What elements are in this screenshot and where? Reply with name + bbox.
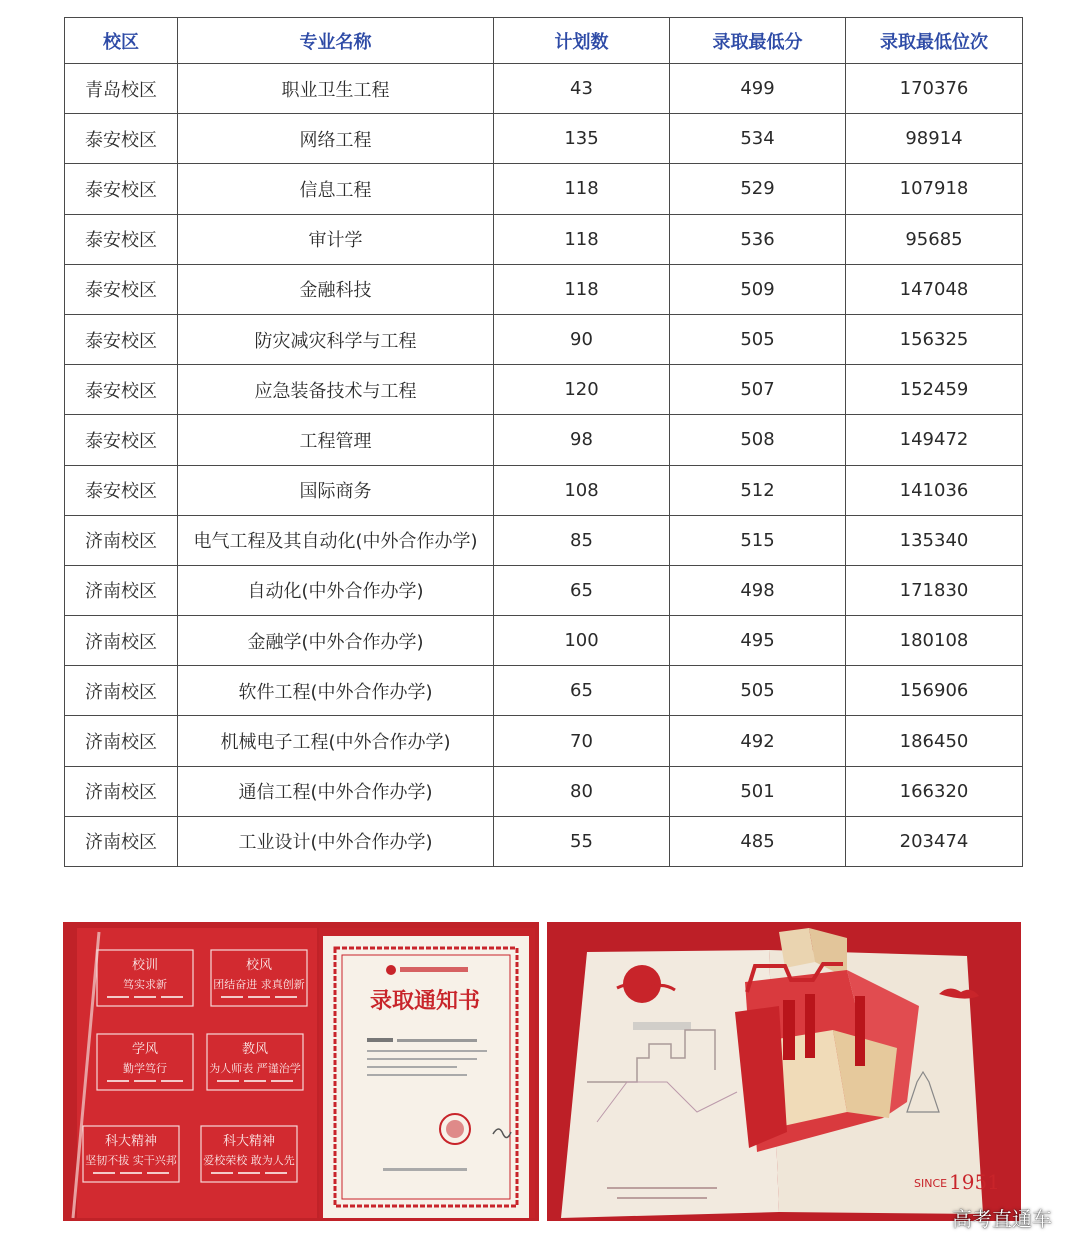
cell-campus: 济南校区	[65, 616, 178, 666]
cell-min-score: 505	[670, 314, 846, 364]
motto-panel-text: 爱校荣校 敢为人先	[203, 1154, 295, 1167]
since-year: 1951	[949, 1170, 1000, 1194]
motto-panel-title: 校训	[131, 958, 159, 973]
cell-min-rank: 156325	[846, 314, 1023, 364]
cell-min-rank: 156906	[846, 666, 1023, 716]
cell-min-rank: 147048	[846, 264, 1023, 314]
cell-major: 网络工程	[178, 114, 494, 164]
cell-plan-count: 65	[494, 565, 670, 615]
cell-major: 工业设计(中外合作办学)	[178, 816, 494, 866]
cell-plan-count: 120	[494, 365, 670, 415]
motto-panel-line	[161, 1080, 183, 1082]
cell-min-rank: 170376	[846, 64, 1023, 114]
cell-campus: 济南校区	[65, 515, 178, 565]
cell-min-rank: 186450	[846, 716, 1023, 766]
cell-plan-count: 118	[494, 214, 670, 264]
cell-min-score: 498	[670, 565, 846, 615]
cell-min-rank: 166320	[846, 766, 1023, 816]
motto-panel-title: 学风	[131, 1042, 159, 1057]
cell-min-score: 515	[670, 515, 846, 565]
motto-panel-line	[211, 1172, 233, 1174]
table-row	[65, 264, 1023, 314]
motto-panel-text: 笃实求新	[123, 978, 167, 991]
since-label: SINCE	[914, 1177, 948, 1190]
table-row	[65, 515, 1023, 565]
popup-card-photo	[547, 922, 1021, 1221]
motto-panel-line	[161, 996, 183, 998]
table-row	[65, 616, 1023, 666]
motto-panel-line	[221, 996, 243, 998]
motto-panel-title: 教风	[241, 1042, 269, 1057]
cell-campus: 泰安校区	[65, 314, 178, 364]
letter-title: 录取通知书	[369, 988, 481, 1014]
cell-campus: 济南校区	[65, 716, 178, 766]
table-row	[65, 64, 1023, 114]
cell-min-score: 534	[670, 114, 846, 164]
motto-panel-text: 坚韧不拔 实干兴邦	[85, 1154, 177, 1167]
cell-campus: 泰安校区	[65, 164, 178, 214]
header-major: 专业名称	[178, 18, 494, 64]
motto-panel-line	[271, 1080, 293, 1082]
motto-panel-text: 团结奋进 求真创新	[213, 978, 305, 991]
motto-panel-line	[248, 996, 270, 998]
motto-panel-text: 勤学笃行	[123, 1062, 167, 1075]
header-plan-count: 计划数	[494, 18, 670, 64]
cell-plan-count: 55	[494, 816, 670, 866]
motto-panel-line	[147, 1172, 169, 1174]
cell-plan-count: 85	[494, 515, 670, 565]
cell-min-score: 499	[670, 64, 846, 114]
table-row	[65, 716, 1023, 766]
cell-plan-count: 100	[494, 616, 670, 666]
motto-panel-line	[238, 1172, 260, 1174]
cell-min-score: 492	[670, 716, 846, 766]
motto-panel-line	[265, 1172, 287, 1174]
motto-panel-line	[244, 1080, 266, 1082]
cell-min-rank: 152459	[846, 365, 1023, 415]
motto-panel-title: 科大精神	[104, 1134, 158, 1149]
cell-major: 信息工程	[178, 164, 494, 214]
cell-major: 自动化(中外合作办学)	[178, 565, 494, 615]
table-row	[65, 766, 1023, 816]
cell-major: 防灾减灾科学与工程	[178, 314, 494, 364]
cell-major: 审计学	[178, 214, 494, 264]
motto-panel-line	[217, 1080, 239, 1082]
cell-min-rank: 141036	[846, 465, 1023, 515]
cell-major: 工程管理	[178, 415, 494, 465]
cell-campus: 泰安校区	[65, 415, 178, 465]
cell-plan-count: 90	[494, 314, 670, 364]
header-min-score: 录取最低分	[670, 18, 846, 64]
cell-campus: 济南校区	[65, 766, 178, 816]
cell-min-score: 536	[670, 214, 846, 264]
cell-min-rank: 149472	[846, 415, 1023, 465]
cell-min-score: 495	[670, 616, 846, 666]
motto-panel-line	[93, 1172, 115, 1174]
cell-min-score: 508	[670, 415, 846, 465]
cell-plan-count: 65	[494, 666, 670, 716]
header-min-rank: 录取最低位次	[846, 18, 1023, 64]
cell-plan-count: 118	[494, 164, 670, 214]
table-row	[65, 314, 1023, 364]
source-watermark: 高考直通车	[952, 1207, 1052, 1231]
cell-min-rank: 107918	[846, 164, 1023, 214]
cell-min-rank: 203474	[846, 816, 1023, 866]
table-row	[65, 666, 1023, 716]
motto-panel-line	[107, 996, 129, 998]
table-row	[65, 565, 1023, 615]
motto-panel-line	[275, 996, 297, 998]
table-row	[65, 415, 1023, 465]
cell-major: 通信工程(中外合作办学)	[178, 766, 494, 816]
table-row	[65, 214, 1023, 264]
cell-campus: 泰安校区	[65, 264, 178, 314]
motto-panel-line	[120, 1172, 142, 1174]
cell-min-score: 507	[670, 365, 846, 415]
cell-min-score: 512	[670, 465, 846, 515]
cell-plan-count: 135	[494, 114, 670, 164]
cell-campus: 济南校区	[65, 666, 178, 716]
table-row	[65, 365, 1023, 415]
cell-campus: 泰安校区	[65, 114, 178, 164]
cell-campus: 济南校区	[65, 816, 178, 866]
header-campus: 校区	[65, 18, 178, 64]
admission-letter-photo	[63, 922, 539, 1221]
cell-major: 应急装备技术与工程	[178, 365, 494, 415]
admission-table	[64, 17, 1023, 867]
motto-panel-text: 为人师表 严谨治学	[209, 1062, 301, 1075]
cell-plan-count: 70	[494, 716, 670, 766]
cell-min-rank: 98914	[846, 114, 1023, 164]
table-row	[65, 164, 1023, 214]
cell-min-score: 501	[670, 766, 846, 816]
motto-panel-line	[107, 1080, 129, 1082]
cell-campus: 青岛校区	[65, 64, 178, 114]
cell-major: 职业卫生工程	[178, 64, 494, 114]
cell-campus: 济南校区	[65, 565, 178, 615]
cell-min-rank: 135340	[846, 515, 1023, 565]
table-row	[65, 465, 1023, 515]
table-body	[65, 64, 1023, 867]
cell-min-rank: 95685	[846, 214, 1023, 264]
cell-major: 机械电子工程(中外合作办学)	[178, 716, 494, 766]
cell-major: 国际商务	[178, 465, 494, 515]
cell-campus: 泰安校区	[65, 365, 178, 415]
cell-major: 金融科技	[178, 264, 494, 314]
cell-plan-count: 118	[494, 264, 670, 314]
cell-campus: 泰安校区	[65, 465, 178, 515]
cell-plan-count: 98	[494, 415, 670, 465]
cell-min-score: 485	[670, 816, 846, 866]
cell-min-rank: 171830	[846, 565, 1023, 615]
table-row	[65, 816, 1023, 866]
motto-panel-title: 科大精神	[222, 1134, 276, 1149]
motto-panel-title: 校风	[245, 958, 273, 973]
table-header-row	[65, 18, 1023, 64]
cell-plan-count: 80	[494, 766, 670, 816]
cell-plan-count: 43	[494, 64, 670, 114]
cell-major: 电气工程及其自动化(中外合作办学)	[178, 515, 494, 565]
cell-major: 金融学(中外合作办学)	[178, 616, 494, 666]
cell-major: 软件工程(中外合作办学)	[178, 666, 494, 716]
motto-panel-line	[134, 996, 156, 998]
cell-min-score: 529	[670, 164, 846, 214]
cell-plan-count: 108	[494, 465, 670, 515]
table-row	[65, 114, 1023, 164]
cell-min-rank: 180108	[846, 616, 1023, 666]
cell-min-score: 509	[670, 264, 846, 314]
cell-campus: 泰安校区	[65, 214, 178, 264]
cell-min-score: 505	[670, 666, 846, 716]
motto-panel-line	[134, 1080, 156, 1082]
